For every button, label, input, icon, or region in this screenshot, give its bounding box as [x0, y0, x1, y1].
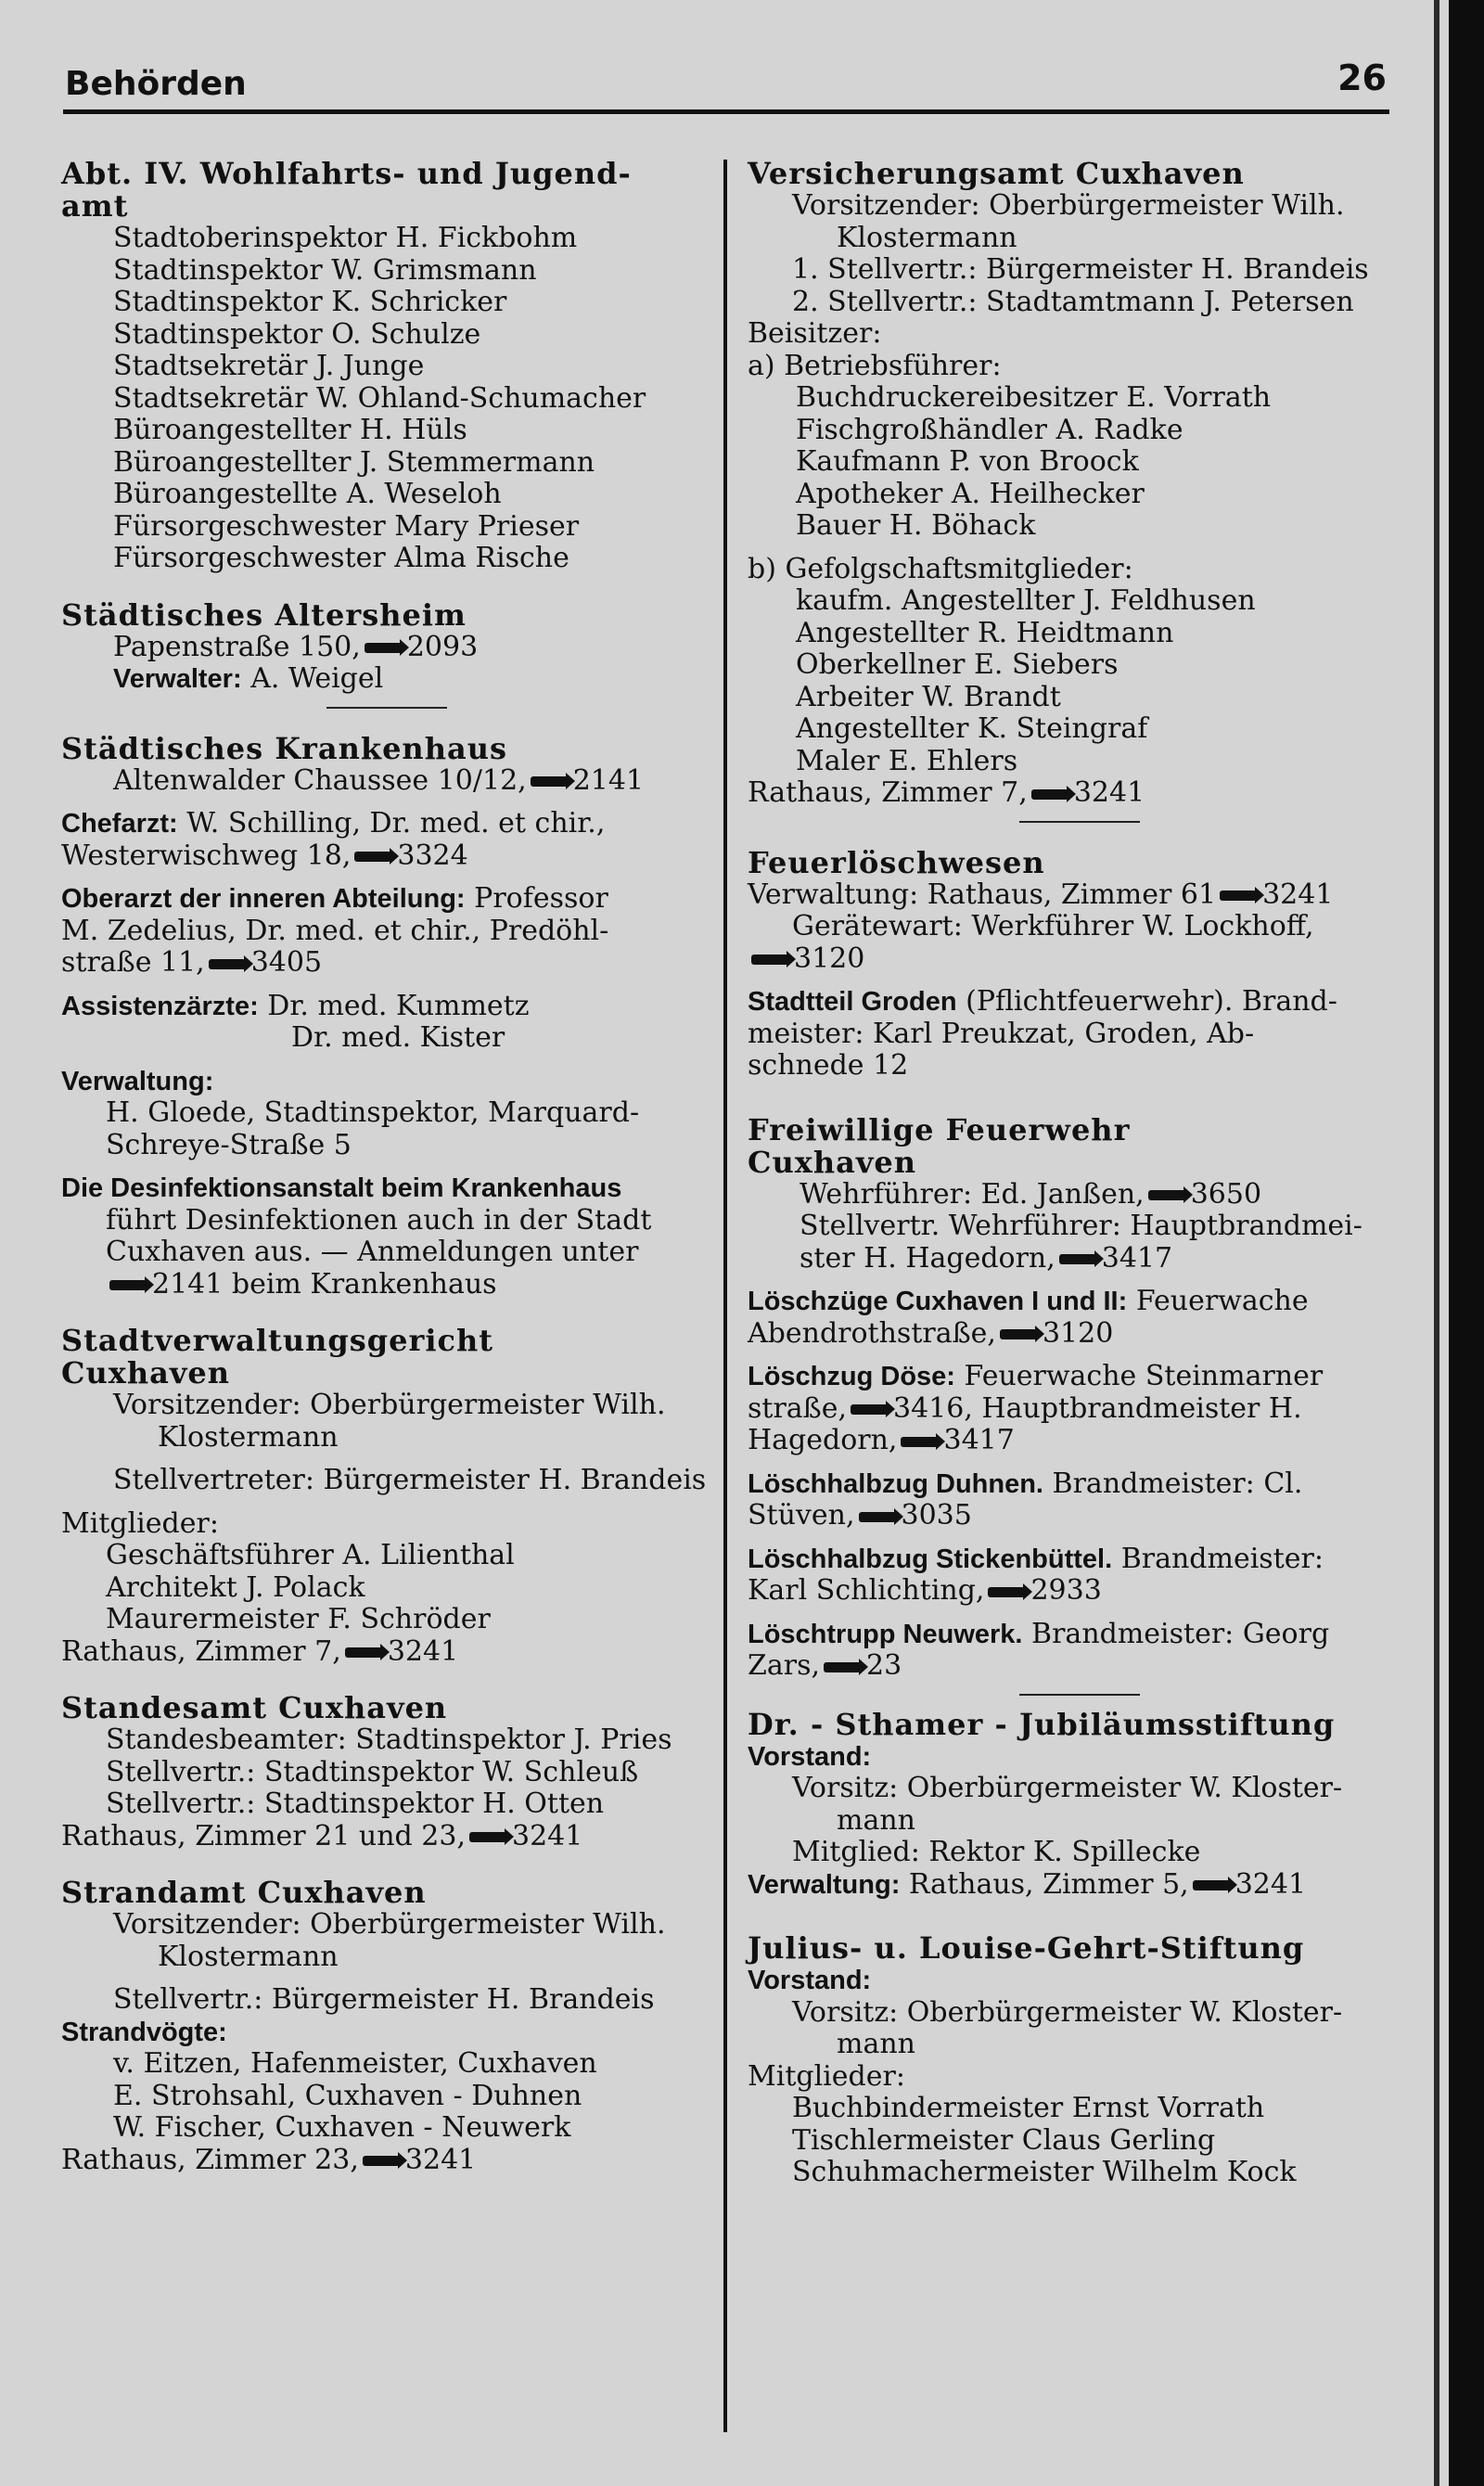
section-divider	[326, 707, 447, 709]
section-title-freiwillige-feuerwehr: Freiwillige Feuerwehr Cuxhaven	[748, 1111, 1131, 1180]
svg-mitglieder-label: Mitglieder:	[61, 1506, 219, 1540]
telephone-arrow-icon	[209, 959, 246, 969]
list-item: kaufm. Angestellter J. Feldhusen	[796, 584, 1256, 617]
oberarzt-entry: Oberarzt der inneren Abteilung: Professor M. Zedelius, Dr. med. et chir., Predöhl- straße 11, 3405	[61, 882, 609, 979]
list-item: Angestellter K. Steingraf	[796, 712, 1148, 745]
telephone-arrow-icon	[1193, 1880, 1230, 1890]
phone-number: 3241	[1262, 878, 1334, 911]
strandamt-info: Vorsitzender: Oberbürgermeister Wilh. Klostermann Stellvertr.: Bürgermeister H. Brandeis	[113, 1908, 666, 2016]
telephone-arrow-icon	[988, 1587, 1025, 1597]
list-item: Schuhmachermeister Wilhelm Kock	[792, 2156, 1297, 2188]
page-header	[65, 58, 1387, 113]
sthamer-vorstand: Vorsitz: Oberbürgermeister W. Kloster- mann Mitglied: Rektor K. Spillecke	[792, 1772, 1343, 1868]
phone-number: 23	[866, 1649, 902, 1682]
list-item: v. Eitzen, Hafenmeister, Cuxhaven	[113, 2047, 597, 2080]
section-title-abt-iv: Abt. IV. Wohlfahrts- und Jugend- amt	[61, 156, 632, 224]
ffw-info: Wehrführer: Ed. Janßen, 3650 Stellvertr. Wehrführer: Hauptbrandmei- ster H. Hagedorn, 3417	[800, 1177, 1362, 1275]
telephone-arrow-icon	[531, 776, 568, 787]
phone-number: 3120	[1042, 1316, 1114, 1350]
section-title-sthamer-stiftung: Dr. - Sthamer - Jubiläumsstiftung	[748, 1706, 1336, 1742]
list-item: Bauer H. Böhack	[796, 509, 1036, 542]
list-item: Angestellter R. Heidtmann	[796, 616, 1174, 649]
list-item: Fürsorgeschwester Alma Rische	[113, 542, 569, 574]
telephone-arrow-icon	[751, 955, 788, 965]
list-item: Architekt J. Polack	[106, 1570, 365, 1604]
section-title-stadtverwaltungsgericht: Stadtverwaltungsgericht Cuxhaven	[61, 1323, 494, 1390]
phone-number: 3241	[404, 2143, 477, 2176]
telephone-arrow-icon	[363, 2156, 400, 2166]
telephone-arrow-icon	[1220, 891, 1257, 901]
loeschtrupp-neuwerk-entry: Löschtrupp Neuwerk. Brandmeister: Georg Zars, 23	[748, 1617, 1330, 1682]
strandvoegte-label: Strandvögte:	[61, 2017, 227, 2047]
phone-number: 3241	[1235, 1867, 1307, 1901]
list-item: Fischgroßhändler A. Radke	[796, 413, 1183, 446]
list-item: Büroangestellte A. Weseloh	[113, 478, 502, 510]
list-item: Apotheker A. Heilhecker	[796, 477, 1145, 510]
column-divider	[723, 160, 727, 2432]
header-rule	[63, 109, 1389, 114]
chefarzt-entry: Chefarzt: W. Schilling, Dr. med. et chir., Westerwischweg 18, 3324	[61, 807, 606, 872]
list-item: Arbeiter W. Brandt	[796, 680, 1061, 713]
list-item: Buchbindermeister Ernst Vorrath	[792, 2092, 1265, 2124]
telephone-arrow-icon	[354, 852, 391, 862]
sthamer-vorstand-label: Vorstand:	[748, 1741, 872, 1772]
loeschzuege-entry: Löschzüge Cuxhaven I und II: Feuerwache Abendrothstraße, 3120	[748, 1285, 1309, 1350]
list-item: Buchdruckereibesitzer E. Vorrath	[796, 381, 1272, 414]
abt-staff-list	[61, 223, 712, 575]
svg-info: Vorsitzender: Oberbürgermeister Wilh. Klostermann Stellvertreter: Bürgermeister H. Brandeis	[113, 1389, 707, 1496]
phone-number: 3120	[794, 942, 865, 975]
telephone-arrow-icon	[1059, 1254, 1096, 1264]
section-divider	[1019, 821, 1140, 823]
section-title-feuerloeschwesen: Feuerlöschwesen	[748, 844, 1045, 880]
gehrt-vorstand: Vorsitz: Oberbürgermeister W. Kloster- mann	[792, 1995, 1343, 2060]
phone-number: 3650	[1190, 1177, 1262, 1211]
section-divider	[1019, 1694, 1140, 1696]
telephone-arrow-icon	[469, 1832, 506, 1842]
betriebsfuehrer-list	[748, 382, 1412, 543]
right-column: Versicherungsamt Cuxhaven Vorsitzender: Oberbürgermeister Wilh. Klostermann 1. Stellvertr.: Bürgermeister H. Brandeis 2. Stellvertr.: Stadtamtmann J. Petersen Beisitzer: a) Betriebsführer: Buchdruckereibesitzer E. Vorrath Fischgroßhändler A. Radke Kaufmann P. von Broock Apotheker A. Heilhecker Bauer H. Böhack b) Gefolgschaftsmitglieder: kaufm. Angestellter J. Feldhusen Angestellter R. Heidtmann Oberkellner E. Siebers Arbeiter W. Brandt Angestellter K. Steingraf Maler E. Ehlers Rathaus, Zimmer 7, 3241 Feuerlöschwesen Verwaltung: Rathaus, Zimmer 61 3241 Gerätewart: Werkführer W. Lockhoff, 3120 Stadtteil Groden (Pflichtfeuerwehr). Brand- meister: Karl Preukzat, Groden, Ab- schnede 12 Freiwillige Feuerwehr Cuxhaven Wehrführer: Ed. Janßen, 3650 Stellvertr. Wehrführer: Hauptbrandmei- ster H. Hagedorn, 3417 Löschzüge Cuxhaven I und II: Feuerwache Abendrothstraße, 3120 Löschzug Döse: Feuerwache Steinmarner straße, 3416, Hauptbrandmeister H. Hagedorn, 3417 Löschhalbzug Duhnen. Brandmeister: Cl. Stüven, 3035 Löschhalbzug Stickenbüttel. Brandmeister: Karl Schlichting, 2933 Löschtrupp Neuwerk. Brandmeister: Georg Zars, 23 Dr. - Sthamer - Jubiläumsstiftung Vorstand: Vorsitz: Oberbürgermeister W. Kloster- mann Mitglied: Rektor K. Spillecke Verwaltung: Rathaus, Zimmer 5, 3241 Julius- u. Louise-Gehrt-Stiftung Vorstand: Vorsitz: Oberbürgermeister W. Kloster- mann Mitglieder: Buchbindermeister Ernst Vorrath Tischlermeister Claus Gerling Schuhmachermeister Wilhelm Kock	[748, 158, 1412, 2189]
phone-number: 3035	[901, 1499, 972, 1531]
phone-number: 3324	[397, 839, 468, 872]
groden-entry: Stadtteil Groden (Pflichtfeuerwehr). Brand- meister: Karl Preukzat, Groden, Ab- schnede 12	[748, 985, 1337, 1082]
telephone-arrow-icon	[824, 1662, 861, 1672]
loeschzug-doese-entry: Löschzug Döse: Feuerwache Steinmarner straße, 3416, Hauptbrandmeister H. Hagedorn, 3417	[748, 1360, 1324, 1456]
phone-number: 3241	[387, 1634, 459, 1668]
telephone-arrow-icon	[109, 1280, 147, 1290]
list-item: Büroangestellter H. Hüls	[113, 414, 467, 446]
phone-number: 3241	[1073, 776, 1145, 809]
list-item: Kaufmann P. von Broock	[796, 445, 1139, 478]
list-item: Geschäftsführer A. Lilienthal	[106, 1539, 515, 1571]
list-item: Fürsorgeschwester Mary Prieser	[113, 509, 580, 543]
vers-info: Vorsitzender: Oberbürgermeister Wilh. Klostermann 1. Stellvertr.: Bürgermeister H. Brandeis 2. Stellvertr.: Stadtamtmann J. Petersen	[792, 189, 1369, 318]
strandvoegte-list	[61, 2048, 712, 2145]
betriebsfuehrer-label: a) Betriebsführer:	[748, 349, 1002, 382]
phone-number: 2141	[572, 763, 645, 797]
list-item: Stadtoberinspektor H. Fickbohm	[113, 222, 578, 254]
list-item: Büroangestellter J. Stemmermann	[113, 445, 595, 479]
krankenhaus-address: Altenwalder Chaussee 10/12, 2141	[113, 763, 645, 797]
telephone-arrow-icon	[859, 1512, 896, 1522]
assistenzaerzte-entry: Assistenzärzte: Dr. med. Kummetz Dr. med. Kister	[61, 989, 530, 1054]
section-title-standesamt: Standesamt Cuxhaven	[61, 1690, 448, 1725]
phone-number: 3416,	[893, 1391, 973, 1425]
phone-number: 2933	[1030, 1574, 1102, 1607]
telephone-arrow-icon	[901, 1437, 938, 1447]
page-number: 26	[1337, 58, 1387, 98]
telephone-arrow-icon	[1148, 1190, 1185, 1200]
altersheim-info: Papenstraße 150, 2093 Verwalter: A. Weigel	[113, 630, 479, 695]
phone-number: 3417	[943, 1424, 1015, 1456]
gehrt-mitglieder-label: Mitglieder:	[748, 2059, 905, 2093]
section-title-krankenhaus: Städtisches Krankenhaus	[61, 730, 507, 766]
section-title-strandamt: Strandamt Cuxhaven	[61, 1875, 427, 1910]
standesamt-info: Standesbeamter: Stadtinspektor J. Pries Stellvertr.: Stadtinspektor W. Schleuß Stellvertr.: Stadtinspektor H. Otten	[106, 1724, 672, 1820]
list-item: Maler E. Ehlers	[796, 744, 1018, 777]
phone-number: 3405	[250, 946, 323, 979]
list-item: E. Strohsahl, Cuxhaven - Duhnen	[113, 2079, 582, 2112]
phone-number: 3241	[511, 1819, 583, 1852]
scan-edge-shadow	[1434, 0, 1439, 2486]
phone-number: 3417	[1101, 1241, 1173, 1275]
geraetewart-entry: Gerätewart: Werkführer W. Lockhoff,	[792, 910, 1314, 942]
list-item: Stadtsekretär J. Junge	[113, 350, 425, 382]
phone-number: 2093	[406, 630, 479, 663]
telephone-arrow-icon	[345, 1647, 382, 1658]
gehrt-members	[748, 2093, 1412, 2189]
section-title-altersheim: Städtisches Altersheim	[61, 596, 467, 633]
section-title-versicherungsamt: Versicherungsamt Cuxhaven	[748, 156, 1245, 191]
loeschhalbzug-duhnen-entry: Löschhalbzug Duhnen. Brandmeister: Cl. Stüven, 3035	[748, 1467, 1303, 1531]
page-title: Behörden	[65, 65, 247, 103]
left-column: Abt. IV. Wohlfahrts- und Jugend- amt Stadtoberinspektor H. Fickbohm Stadtinspektor W. Grimsmann Stadtinspektor K. Schricker Stadtinspektor O. Schulze Stadtsekretär J. Junge Stadtsekretär W. Ohland-Schumacher Büroangestellter H. Hüls Büroangestellter J. Stemmermann Büroangestellte A. Weseloh Fürsorgeschwester Mary Prieser Fürsorgeschwester Alma Rische Städtisches Altersheim Papenstraße 150, 2093 Verwalter: A. Weigel Städtisches Krankenhaus Altenwalder Chaussee 10/12, 2141 Chefarzt: W. Schilling, Dr. med. et chir., Westerwischweg 18, 3324 Oberarzt der inneren Abteilung: Professor M. Zedelius, Dr. med. et chir., Predöhl- straße 11, 3405 Assistenzärzte: Dr. med. Kummetz Dr. med. Kister Verwaltung: H. Gloede, Stadtinspektor, Marquard- Schreye-Straße 5 Die Desinfektionsanstalt beim Krankenhaus führt Desinfektionen auch in der Stadt Cuxhaven aus. — Anmeldungen unter 2141 beim Krankenhaus Stadtverwaltungsgericht Cuxhaven Vorsitzender: Oberbürgermeister Wilh. Klostermann Stellvertreter: Bürgermeister H. Brandeis Mitglieder: Geschäftsführer A. Lilienthal Architekt J. Polack Maurermeister F. Schröder Rathaus, Zimmer 7, 3241 Standesamt Cuxhaven Standesbeamter: Stadtinspektor J. Pries Stellvertr.: Stadtinspektor W. Schleuß Stellvertr.: Stadtinspektor H. Otten Rathaus, Zimmer 21 und 23, 3241 Strandamt Cuxhaven Vorsitzender: Oberbürgermeister Wilh. Klostermann Stellvertr.: Bürgermeister H. Brandeis Strandvögte: v. Eitzen, Hafenmeister, Cuxhaven E. Strohsahl, Cuxhaven - Duhnen W. Fischer, Cuxhaven - Neuwerk Rathaus, Zimmer 23, 3241	[61, 158, 712, 2176]
telephone-arrow-icon	[1031, 789, 1068, 800]
list-item: Stadtinspektor O. Schulze	[113, 317, 481, 351]
gefolgschaft-label: b) Gefolgschaftsmitglieder:	[748, 552, 1133, 585]
telephone-arrow-icon	[851, 1404, 888, 1415]
scan-edge	[1449, 0, 1484, 2486]
section-title-gehrt-stiftung: Julius- u. Louise-Gehrt-Stiftung	[748, 1930, 1305, 1966]
beisitzer-label: Beisitzer:	[748, 317, 882, 350]
verwaltung-entry: Verwaltung: H. Gloede, Stadtinspektor, Marquard- Schreye-Straße 5	[61, 1066, 640, 1161]
telephone-arrow-icon	[1000, 1329, 1037, 1339]
list-item: Stadtinspektor K. Schricker	[113, 286, 507, 318]
gehrt-vorstand-label: Vorstand:	[748, 1966, 872, 1995]
svg-members	[61, 1540, 712, 1636]
list-item: Stadtsekretär W. Ohland-Schumacher	[113, 381, 646, 415]
desinfektion-entry: Die Desinfektionsanstalt beim Krankenhaus führt Desinfektionen auch in der Stadt Cuxhaven aus. — Anmeldungen unter 2141 beim Krankenhaus	[61, 1173, 652, 1301]
gefolgschaft-list	[748, 585, 1412, 777]
list-item: Stadtinspektor W. Grimsmann	[113, 253, 537, 287]
list-item: Tischlermeister Claus Gerling	[792, 2123, 1216, 2157]
list-item: Oberkellner E. Siebers	[796, 648, 1119, 681]
list-item: Maurermeister F. Schröder	[106, 1603, 491, 1635]
list-item: W. Fischer, Cuxhaven - Neuwerk	[113, 2111, 571, 2144]
loeschhalbzug-stickenbuettel-entry: Löschhalbzug Stickenbüttel. Brandmeister: Karl Schlichting, 2933	[748, 1542, 1324, 1607]
telephone-arrow-icon	[365, 643, 402, 653]
